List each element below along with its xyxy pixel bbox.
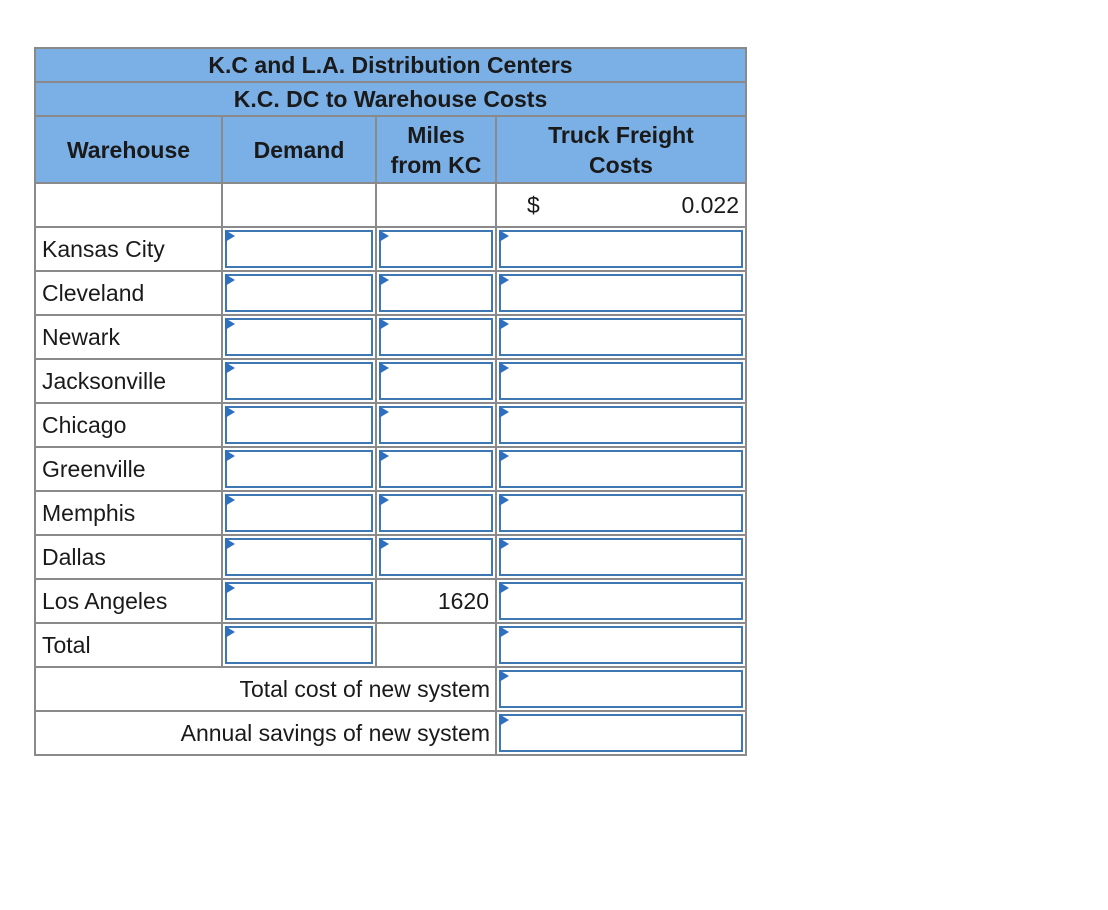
rate-blank-cell bbox=[35, 183, 222, 227]
dropdown-marker-icon bbox=[225, 582, 235, 594]
annual-savings-input[interactable] bbox=[499, 714, 743, 752]
dropdown-marker-icon bbox=[225, 626, 235, 638]
warehouse-name: Los Angeles bbox=[35, 579, 222, 623]
dropdown-marker-icon bbox=[499, 714, 509, 726]
miles-cell bbox=[376, 403, 496, 447]
dropdown-marker-icon bbox=[379, 406, 389, 418]
total-cost-new-system-label: Total cost of new system bbox=[35, 667, 496, 711]
freight-cost-input[interactable] bbox=[499, 274, 743, 312]
miles-input[interactable] bbox=[379, 362, 493, 400]
miles-input[interactable] bbox=[379, 450, 493, 488]
dropdown-marker-icon bbox=[499, 230, 509, 242]
table-row bbox=[35, 447, 746, 491]
freight-cost-input[interactable] bbox=[499, 538, 743, 576]
dropdown-marker-icon bbox=[225, 362, 235, 374]
total-cost-new-system-cell bbox=[496, 667, 746, 711]
miles-input[interactable] bbox=[379, 318, 493, 356]
demand-input[interactable] bbox=[225, 230, 373, 268]
annual-savings-label: Annual savings of new system bbox=[35, 711, 496, 755]
demand-cell bbox=[222, 447, 376, 491]
freight-cost-cell bbox=[496, 227, 746, 271]
cost-table bbox=[34, 47, 747, 756]
miles-cell bbox=[376, 447, 496, 491]
freight-cost-input[interactable] bbox=[499, 406, 743, 444]
dropdown-marker-icon bbox=[499, 274, 509, 286]
miles-cell bbox=[376, 491, 496, 535]
demand-input[interactable] bbox=[225, 274, 373, 312]
freight-cost-input[interactable] bbox=[499, 230, 743, 268]
header-miles-line2: from KC bbox=[390, 151, 482, 178]
total-label: Total bbox=[35, 623, 222, 667]
dropdown-marker-icon bbox=[379, 318, 389, 330]
miles-cell bbox=[376, 359, 496, 403]
freight-cost-input[interactable] bbox=[499, 582, 743, 620]
dropdown-marker-icon bbox=[379, 494, 389, 506]
total-demand-cell bbox=[222, 623, 376, 667]
warehouse-name: Jacksonville bbox=[35, 359, 222, 403]
dropdown-marker-icon bbox=[225, 274, 235, 286]
total-cost-new-system-input[interactable] bbox=[499, 670, 743, 708]
dropdown-marker-icon bbox=[379, 362, 389, 374]
header-miles-line1: Miles bbox=[407, 121, 465, 148]
freight-cost-cell bbox=[496, 447, 746, 491]
demand-cell bbox=[222, 535, 376, 579]
header-demand: Demand bbox=[222, 116, 376, 183]
table-row bbox=[35, 535, 746, 579]
warehouse-name: Newark bbox=[35, 315, 222, 359]
freight-cost-cell bbox=[496, 403, 746, 447]
demand-cell bbox=[222, 315, 376, 359]
demand-cell bbox=[222, 359, 376, 403]
dropdown-marker-icon bbox=[225, 406, 235, 418]
warehouse-name: Cleveland bbox=[35, 271, 222, 315]
annual-savings-cell bbox=[496, 711, 746, 755]
dropdown-marker-icon bbox=[499, 538, 509, 550]
table-row bbox=[35, 403, 746, 447]
demand-input[interactable] bbox=[225, 362, 373, 400]
header-freight-line2: Costs bbox=[589, 151, 653, 178]
table-row bbox=[35, 359, 746, 403]
freight-cost-cell bbox=[496, 271, 746, 315]
warehouse-name: Greenville bbox=[35, 447, 222, 491]
total-cost-cell bbox=[496, 623, 746, 667]
header-freight bbox=[496, 116, 746, 183]
warehouse-name: Chicago bbox=[35, 403, 222, 447]
table-row bbox=[35, 271, 746, 315]
miles-cell bbox=[376, 227, 496, 271]
table-row bbox=[35, 315, 746, 359]
miles-input[interactable] bbox=[379, 230, 493, 268]
demand-input[interactable] bbox=[225, 450, 373, 488]
miles-input[interactable] bbox=[379, 538, 493, 576]
freight-cost-cell bbox=[496, 359, 746, 403]
demand-input[interactable] bbox=[225, 582, 373, 620]
miles-cell bbox=[376, 315, 496, 359]
header-freight-line1: Truck Freight bbox=[548, 121, 694, 148]
rate-blank-cell bbox=[222, 183, 376, 227]
demand-input[interactable] bbox=[225, 538, 373, 576]
freight-cost-cell bbox=[496, 491, 746, 535]
dropdown-marker-icon bbox=[379, 450, 389, 462]
dropdown-marker-icon bbox=[499, 494, 509, 506]
table-subtitle: K.C. DC to Warehouse Costs bbox=[35, 82, 746, 116]
header-warehouse: Warehouse bbox=[35, 116, 222, 183]
demand-cell bbox=[222, 579, 376, 623]
freight-rate-cell bbox=[496, 183, 746, 227]
rate-blank-cell bbox=[376, 183, 496, 227]
freight-cost-cell bbox=[496, 315, 746, 359]
dropdown-marker-icon bbox=[499, 362, 509, 374]
miles-input[interactable] bbox=[379, 406, 493, 444]
dropdown-marker-icon bbox=[225, 494, 235, 506]
dropdown-marker-icon bbox=[379, 230, 389, 242]
freight-cost-cell bbox=[496, 535, 746, 579]
warehouse-name: Memphis bbox=[35, 491, 222, 535]
freight-cost-input[interactable] bbox=[499, 318, 743, 356]
total-freight-cost-input[interactable] bbox=[499, 626, 743, 664]
miles-cell bbox=[376, 535, 496, 579]
freight-rate-value: 0.022 bbox=[681, 191, 739, 218]
warehouse-name: Kansas City bbox=[35, 227, 222, 271]
dropdown-marker-icon bbox=[225, 450, 235, 462]
table-row bbox=[35, 579, 746, 623]
currency-symbol: $ bbox=[527, 191, 540, 218]
dropdown-marker-icon bbox=[499, 582, 509, 594]
warehouse-name: Dallas bbox=[35, 535, 222, 579]
freight-cost-input[interactable] bbox=[499, 494, 743, 532]
header-miles bbox=[376, 116, 496, 183]
dropdown-marker-icon bbox=[379, 274, 389, 286]
demand-cell bbox=[222, 271, 376, 315]
total-miles-blank bbox=[376, 623, 496, 667]
dropdown-marker-icon bbox=[225, 230, 235, 242]
dropdown-marker-icon bbox=[499, 450, 509, 462]
freight-cost-cell bbox=[496, 579, 746, 623]
table-row bbox=[35, 491, 746, 535]
freight-cost-input[interactable] bbox=[499, 450, 743, 488]
dropdown-marker-icon bbox=[499, 406, 509, 418]
dropdown-marker-icon bbox=[379, 538, 389, 550]
demand-input[interactable] bbox=[225, 318, 373, 356]
demand-cell bbox=[222, 491, 376, 535]
miles-cell bbox=[376, 271, 496, 315]
dropdown-marker-icon bbox=[499, 670, 509, 682]
freight-cost-input[interactable] bbox=[499, 362, 743, 400]
miles-value: 1620 bbox=[376, 579, 496, 623]
dropdown-marker-icon bbox=[225, 318, 235, 330]
miles-input[interactable] bbox=[379, 494, 493, 532]
table-row bbox=[35, 227, 746, 271]
table-title: K.C and L.A. Distribution Centers bbox=[35, 48, 746, 82]
demand-cell bbox=[222, 403, 376, 447]
dropdown-marker-icon bbox=[499, 626, 509, 638]
miles-input[interactable] bbox=[379, 274, 493, 312]
demand-cell bbox=[222, 227, 376, 271]
dropdown-marker-icon bbox=[225, 538, 235, 550]
total-demand-input[interactable] bbox=[225, 626, 373, 664]
dropdown-marker-icon bbox=[499, 318, 509, 330]
demand-input[interactable] bbox=[225, 494, 373, 532]
demand-input[interactable] bbox=[225, 406, 373, 444]
